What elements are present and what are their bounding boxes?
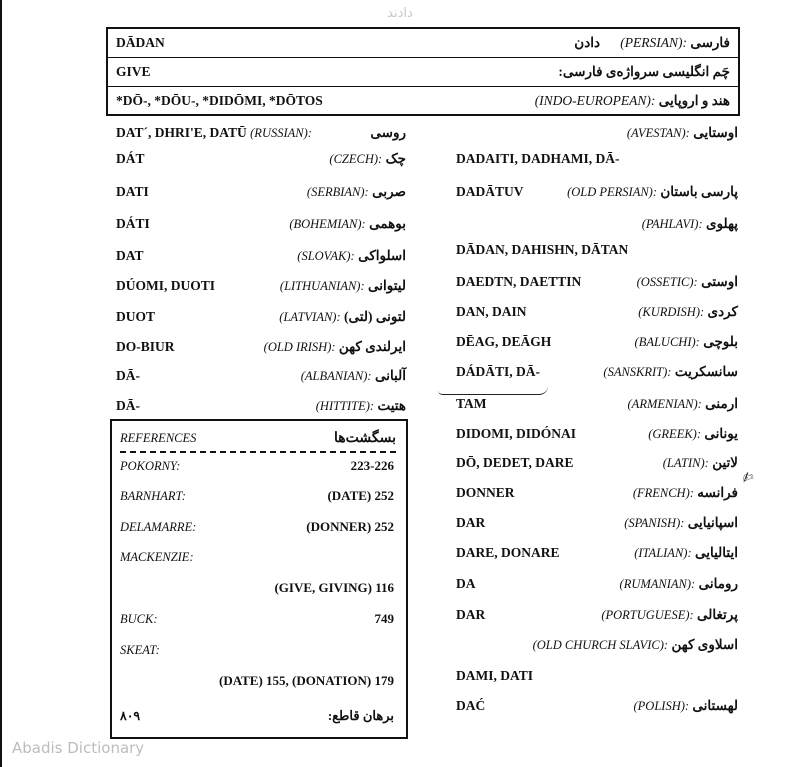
entry-lang-fa: اسپانیایی	[687, 515, 738, 530]
entry-baluchi	[456, 330, 738, 354]
ref-key: BUCK:	[120, 612, 158, 626]
entry-lang-en: (KURDISH):	[638, 305, 705, 319]
ref-key: BARNHART:	[120, 489, 186, 503]
entry-word: DAT´, DHRI'E, DATŪ	[116, 125, 247, 140]
entry-lang-fa: صربی	[372, 184, 406, 199]
ref-line	[120, 454, 394, 478]
ref-line	[120, 669, 394, 693]
ref-key: SKEAT:	[120, 643, 160, 657]
handwritten-underline	[438, 386, 548, 395]
references-title-en: REFERENCES	[120, 430, 197, 445]
entry-russian	[116, 121, 406, 145]
entry-lang-fa: لاتین	[712, 455, 738, 470]
ref-line	[120, 576, 394, 600]
lang-fa: هند و اروپایی	[658, 92, 730, 108]
entry-hittite	[116, 394, 406, 418]
entry-lang-en: (ALBANIAN):	[300, 369, 372, 383]
entry-lang-en: (OLD IRISH):	[263, 340, 336, 354]
entry-armenian	[456, 392, 738, 416]
entry-lang-fa: کردی	[707, 304, 738, 319]
entry-avestan-words	[456, 147, 738, 171]
entry-lang-fa: ارمنی	[705, 396, 738, 411]
ref-line	[120, 638, 394, 662]
entry-greek	[456, 422, 738, 446]
entry-lang-fa: پهلوی	[706, 216, 738, 231]
ref-value: برهان قاطع:	[327, 708, 394, 723]
entry-lang-fa: ایتالیایی	[694, 545, 738, 560]
entry-old-irish	[116, 335, 406, 359]
entry-czech	[116, 147, 406, 171]
entry-word: DUOT	[116, 309, 156, 324]
entry-ocs-words	[456, 664, 738, 688]
entry-lang-fa: پرتغالی	[697, 607, 738, 622]
entry-pahlavi-words	[456, 238, 738, 262]
entry-old-persian	[456, 180, 738, 204]
entry-lang-en: (POLISH):	[633, 699, 690, 713]
ref-value: 749	[374, 611, 394, 626]
entry-avestan	[456, 121, 738, 145]
ref-key: DELAMARRE:	[120, 520, 197, 534]
lang-en: (INDO-EUROPEAN):	[534, 92, 656, 108]
header-row-pie	[108, 87, 738, 114]
entry-word: DAEDTN, DAETTIN	[456, 274, 582, 289]
entry-lang-en: (OLD PERSIAN):	[567, 185, 657, 199]
references-header	[120, 427, 396, 453]
ref-key: ٨٠٩	[120, 709, 141, 723]
entry-lang-fa: پارسی باستان	[660, 184, 738, 199]
page-left-border	[0, 0, 2, 767]
entry-lang-fa: اوستی	[701, 274, 738, 289]
entry-word: DAT	[116, 248, 144, 263]
entry-word: DARE, DONARE	[456, 545, 560, 560]
header-row-persian	[108, 29, 738, 58]
entry-latin	[456, 451, 738, 475]
entry-lang-en: (PAHLAVI):	[641, 217, 703, 231]
entry-word: DÚOMI, DUOTI	[116, 278, 216, 293]
entry-lang-en: (RUSSIAN):	[250, 126, 312, 140]
entry-french	[456, 481, 738, 505]
references-title-fa: بسگشت‌ها	[333, 430, 396, 446]
entry-word: DADAITI, DADHAMI, DĀ-	[456, 151, 620, 166]
entry-serbian	[116, 180, 406, 204]
entry-portuguese	[456, 603, 738, 627]
entry-rumanian	[456, 572, 738, 596]
entry-ossetic	[456, 270, 738, 294]
entry-lang-en: (LATVIAN):	[279, 310, 341, 324]
watermark: Abadis Dictionary	[12, 739, 145, 757]
entry-lang-fa: بوهمی	[369, 216, 406, 231]
entry-polish	[456, 694, 738, 718]
entry-lang-fa: لهستانی	[692, 698, 738, 713]
entry-lang-en: (SANSKRIT):	[603, 365, 672, 379]
entry-lang-en: (PORTUGUESE):	[601, 608, 694, 622]
entry-lang-fa: اسلاوی کهن	[671, 637, 738, 652]
entry-lang-en: (SLOVAK):	[297, 249, 355, 263]
entry-lang-en: (AVESTAN):	[626, 126, 690, 140]
entry-word: DĀ-	[116, 368, 140, 383]
lang-en: (PERSIAN):	[620, 35, 687, 50]
entry-word: DONNER	[456, 485, 515, 500]
entry-lang-en: (ITALIAN):	[634, 546, 692, 560]
entry-lang-fa: لیتوانی	[368, 278, 406, 293]
headword: DĀDAN	[116, 35, 165, 50]
entry-lang-en: (LITHUANIAN):	[279, 279, 365, 293]
entry-albanian	[116, 364, 406, 388]
entry-lang-en: (FRENCH):	[632, 486, 694, 500]
english-gloss-label: چَم انگلیسی سرواژه‌ی فارسی:	[558, 64, 730, 79]
entry-lang-fa: هتیت	[377, 398, 406, 413]
pie-label	[535, 93, 730, 109]
entry-word: DŌ, DEDET, DARE	[456, 455, 574, 470]
header-persian-label	[574, 35, 730, 51]
entry-lang-fa: بلوچی	[703, 334, 738, 349]
entry-word: DO-BIUR	[116, 339, 175, 354]
entry-word: DA	[456, 576, 476, 591]
entry-word: DATI	[116, 184, 149, 199]
entry-lang-fa: چک	[385, 151, 406, 166]
ref-value: (DONNER) 252	[306, 519, 394, 534]
lang-fa: فارسی	[690, 35, 730, 50]
entry-word: DĀ-	[116, 398, 140, 413]
ref-key: MACKENZIE:	[120, 550, 194, 564]
entry-word: DADĀTUV	[456, 184, 524, 199]
entry-lang-en: (LATIN):	[662, 456, 709, 470]
entry-lang-fa: اوستایی	[693, 125, 738, 140]
entry-lang-en: (HITTITE):	[315, 399, 375, 413]
ref-line	[120, 484, 394, 508]
entry-word: DAR	[456, 607, 486, 622]
ref-line	[120, 515, 394, 539]
entry-sanskrit	[456, 360, 738, 384]
entry-lang-fa: روسی	[370, 125, 406, 140]
ref-line-burhan	[120, 704, 394, 728]
entry-lang-en: (ARMENIAN):	[627, 397, 702, 411]
english-gloss: GIVE	[116, 64, 151, 79]
entry-word: DAĆ	[456, 698, 486, 713]
entry-italian	[456, 541, 738, 565]
margin-scribble-icon: ✍	[739, 468, 757, 488]
header-row-english	[108, 58, 738, 87]
entry-lang-en: (SPANISH):	[624, 516, 685, 530]
entry-word: DÁT	[116, 151, 145, 166]
entry-word: DAN, DAIN	[456, 304, 527, 319]
entry-lang-en: (RUMANIAN):	[619, 577, 696, 591]
entry-lang-fa: رومانی	[698, 576, 738, 591]
entry-lang-en: (BOHEMIAN):	[289, 217, 366, 231]
entry-lang-fa: آلبانی	[374, 368, 406, 383]
entry-word: DĒAG, DEĀGH	[456, 334, 552, 349]
ref-line	[120, 607, 394, 631]
entry-lang-fa: اسلواکی	[358, 248, 406, 263]
entry-bohemian	[116, 212, 406, 236]
ref-key: POKORNY:	[120, 459, 181, 473]
page-title: دادند	[387, 6, 413, 21]
references-box	[110, 419, 408, 739]
entry-lang-fa: یونانی	[704, 426, 738, 441]
entry-slovak	[116, 244, 406, 268]
entry-lang-en: (OSSETIC):	[636, 275, 698, 289]
entry-lang-en: (BALUCHI):	[634, 335, 700, 349]
ref-value: (GIVE, GIVING) 116	[274, 580, 394, 595]
entry-lang-fa: سانسکریت	[674, 364, 738, 379]
pie-root: *DŌ-, *DŌU-, *DIDŌMI, *DŌTOS	[116, 92, 323, 108]
entry-word: DIDOMI, DIDÓNAI	[456, 426, 577, 441]
entry-word: DÁTI	[116, 216, 150, 231]
entry-lang-fa: لتونی (لتی)	[344, 309, 406, 324]
entry-word: DĀDAN, DAHISHN, DĀTAN	[456, 242, 629, 257]
ref-value: 223-226	[350, 458, 394, 473]
ref-line	[120, 545, 394, 569]
entry-lithuanian	[116, 274, 406, 298]
ref-value: (DATE) 155, (DONATION) 179	[218, 673, 394, 688]
entry-word: DAMI, DATI	[456, 668, 533, 683]
entry-lang-en: (SERBIAN):	[306, 185, 369, 199]
entry-lang-fa: فرانسه	[697, 485, 738, 500]
entry-word: TAM	[456, 396, 487, 411]
entry-pahlavi	[456, 212, 738, 236]
entry-old-church-slavic	[456, 633, 738, 657]
headword-fa: دادن	[574, 35, 600, 50]
entry-spanish	[456, 511, 738, 535]
header-box	[106, 27, 740, 116]
entry-lang-en: (CZECH):	[329, 152, 383, 166]
entry-word: DAR	[456, 515, 486, 530]
entry-word: DÁDĀTI, DĀ-	[456, 364, 540, 379]
entry-lang-en: (GREEK):	[648, 427, 701, 441]
entry-kurdish	[456, 300, 738, 324]
ref-value: (DATE) 252	[327, 488, 394, 503]
entry-latvian	[116, 305, 406, 329]
entry-lang-en: (OLD CHURCH SLAVIC):	[532, 638, 669, 652]
entry-lang-fa: ایرلندی کهن	[338, 339, 406, 354]
